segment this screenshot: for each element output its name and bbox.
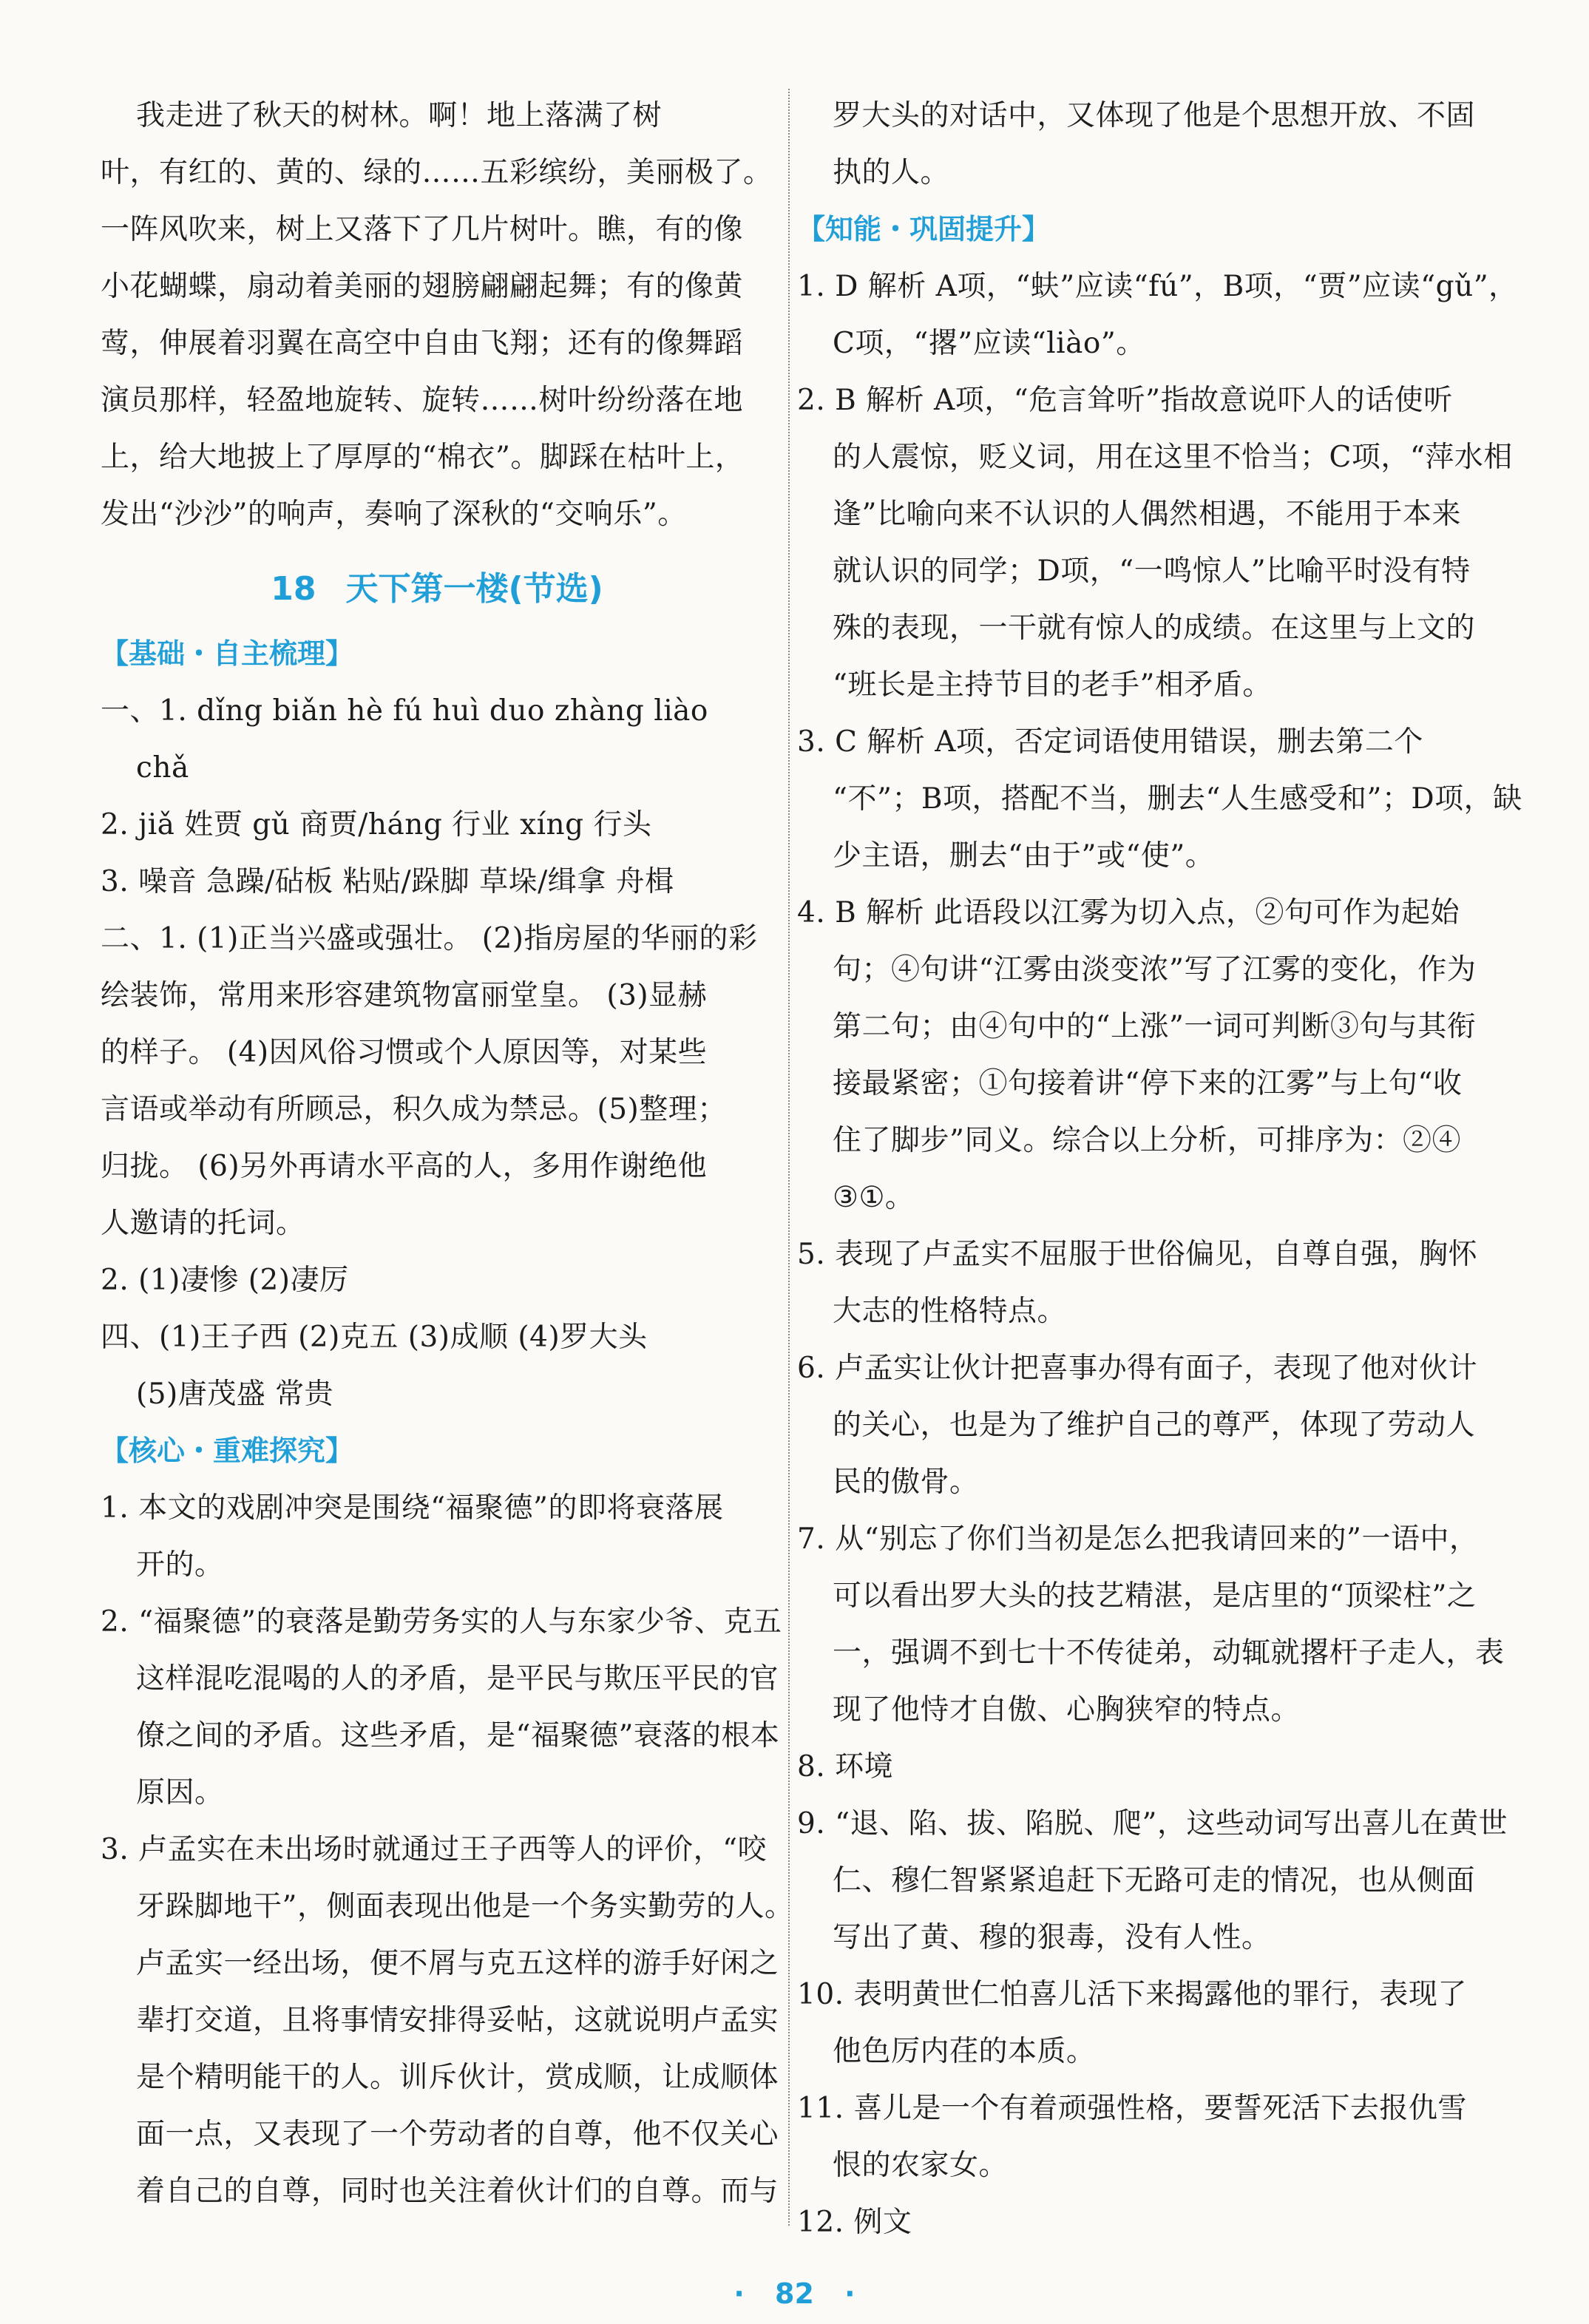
section-basics-body xyxy=(101,682,773,1423)
answer-line: 一，强调不到七十不传徒弟，动辄就撂杆子走人，表 xyxy=(833,1636,1505,1670)
answer-line: 8. 环境 xyxy=(797,1750,894,1783)
answer-line: 2. “福聚德”的衰落是勤劳务实的人与东家少爷、克五 xyxy=(101,1605,782,1639)
answer-line: 2. (1)凄惨 (2)凄厉 xyxy=(101,1264,349,1297)
answer-line: 民的傲骨。 xyxy=(833,1466,979,1499)
answer-line: 四、(1)王子西 (2)克五 (3)成顺 (4)罗大头 xyxy=(101,1321,648,1354)
answer-line: 是个精明能干的人。训斥伙计，赏成顺，让成顺体 xyxy=(136,2061,779,2094)
answer-line: 的样子。 (4)因风俗习惯或个人原因等，对某些 xyxy=(101,1036,708,1069)
answer-line: 11. 喜儿是一个有着顽强性格，要誓死活下去报仇雪 xyxy=(797,2092,1467,2125)
passage-line: 我走进了秋天的树林。啊！地上落满了树 xyxy=(136,99,663,132)
answer-line: 恨的农家女。 xyxy=(833,2149,1009,2182)
answer-line: 面一点，又表现了一个劳动者的自尊，他不仅关心 xyxy=(136,2118,779,2151)
answer-line: chǎ xyxy=(136,751,189,785)
passage-line: 演员那样，轻盈地旋转、旋转……树叶纷纷落在地 xyxy=(101,384,744,417)
answer-line: 言语或举动有所顾忌，积久成为禁忌。(5)整理； xyxy=(101,1093,727,1126)
answer-line: 3. C 解析 A项，否定词语使用错误，删去第二个 xyxy=(797,725,1423,759)
answer-line: 可以看出罗大头的技艺精湛，是店里的“顶梁柱”之 xyxy=(833,1579,1477,1613)
answer-line: 卢孟实一经出场，便不屑与克五这样的游手好闲之 xyxy=(136,1947,779,1980)
answer-line: 原因。 xyxy=(136,1776,224,1809)
answer-line: 罗大头的对话中，又体现了他是个思想开放、不固 xyxy=(833,99,1476,132)
answer-line: 句；④句讲“江雾由淡变浓”写了江雾的变化，作为 xyxy=(833,953,1477,986)
answer-line: 的人震惊，贬义词，用在这里不恰当；C项，“萍水相 xyxy=(833,441,1513,474)
answer-line: (5)唐茂盛 常贵 xyxy=(136,1378,334,1411)
answer-line: 12. 例文 xyxy=(797,2206,912,2239)
section-core-body xyxy=(101,1480,794,2220)
right-column xyxy=(797,87,1522,2251)
answer-line: 着自己的自尊，同时也关注着伙计们的自尊。而与 xyxy=(136,2175,779,2208)
page-number-value: 82 xyxy=(775,2277,814,2310)
answer-line: 开的。 xyxy=(136,1548,224,1582)
passage-line: 小花蝴蝶，扇动着美丽的翅膀翩翩起舞；有的像黄 xyxy=(101,270,744,303)
answer-line: 二、1. (1)正当兴盛或强壮。 (2)指房屋的华丽的彩 xyxy=(101,922,758,955)
answer-line: “班长是主持节目的老手”相矛盾。 xyxy=(833,668,1272,702)
answer-line: 人邀请的托词。 xyxy=(101,1207,305,1240)
passage-line: 叶，有红的、黄的、绿的……五彩缤纷，美丽极了。 xyxy=(101,156,773,189)
answer-line: 绘装饰，常用来形容建筑物富丽堂皇。 (3)显赫 xyxy=(101,979,708,1012)
section-practice-body xyxy=(797,258,1522,2251)
lesson-title-text: 天下第一楼(节选) xyxy=(345,570,603,608)
lesson-title xyxy=(101,556,773,623)
answer-line: “不”；B项，搭配不当，删去“人生感受和”；D项，缺 xyxy=(833,782,1522,816)
answer-line: 辈打交道，且将事情安排得妥帖，这就说明卢孟实 xyxy=(136,2004,779,2037)
answer-line: 住了脚步”同义。综合以上分析，可排序为：②④ xyxy=(833,1124,1461,1157)
answer-line: 第二句；由④句中的“上涨”一词可判断③句与其衔 xyxy=(833,1010,1477,1043)
lesson-number: 18 xyxy=(271,570,316,608)
passage-line: 莺，伸展着羽翼在高空中自由飞翔；还有的像舞蹈 xyxy=(101,327,744,360)
section-heading-core: 【核心・重难探究】 xyxy=(101,1434,354,1467)
answer-line: 僚之间的矛盾。这些矛盾，是“福聚德”衰落的根本 xyxy=(136,1719,780,1752)
answer-line: 这样混吃混喝的人的矛盾，是平民与欺压平民的官 xyxy=(136,1662,779,1695)
passage-line: 发出“沙沙”的响声，奏响了深秋的“交响乐”。 xyxy=(101,498,687,531)
answer-line: 3. 卢孟实在未出场时就通过王子西等人的评价，“咬 xyxy=(101,1833,768,1866)
answer-line: 2. B 解析 A项，“危言耸听”指故意说吓人的话使听 xyxy=(797,384,1453,417)
answer-line: 现了他恃才自傲、心胸狭窄的特点。 xyxy=(833,1693,1301,1727)
answer-line: 的关心，也是为了维护自己的尊严，体现了劳动人 xyxy=(833,1409,1476,1442)
answer-line: 6. 卢孟实让伙计把喜事办得有面子，表现了他对伙计 xyxy=(797,1352,1478,1385)
answer-line: 9. “退、陷、拔、陷脱、爬”，这些动词写出喜儿在黄世 xyxy=(797,1807,1508,1840)
answer-line: 接最紧密；①句接着讲“停下来的江雾”与上句“收 xyxy=(833,1067,1463,1100)
answer-line: ③①。 xyxy=(833,1181,915,1214)
answer-line: 殊的表现，一干就有惊人的成绩。在这里与上文的 xyxy=(833,612,1476,645)
answer-line: 少主语，删去“由于”或“使”。 xyxy=(833,839,1215,873)
answer-line: 大志的性格特点。 xyxy=(833,1295,1067,1328)
answer-line: 5. 表现了卢孟实不屈服于世俗偏见，自尊自强，胸怀 xyxy=(797,1238,1478,1271)
answer-line: 4. B 解析 此语段以江雾为切入点，②句可作为起始 xyxy=(797,896,1460,929)
answer-line: 7. 从“别忘了你们当初是怎么把我请回来的”一语中， xyxy=(797,1522,1479,1556)
answer-line: 1. D 解析 A项，“蚨”应读“fú”，B项，“贾”应读“gǔ”， xyxy=(797,270,1518,303)
answer-line: 10. 表明黄世仁怕喜儿活下来揭露他的罪行，表现了 xyxy=(797,1978,1467,2011)
answer-line: 归拢。 (6)另外再请水平高的人，多用作谢绝他 xyxy=(101,1150,708,1183)
answer-line: 执的人。 xyxy=(833,156,950,189)
answer-line: 2. jiǎ 姓贾 gǔ 商贾/háng 行业 xíng 行头 xyxy=(101,808,652,841)
page-number-dot: · xyxy=(733,2277,745,2310)
answer-line: 仁、穆仁智紧紧追赶下无路可走的情况，也从侧面 xyxy=(833,1864,1476,1897)
answer-line: 写出了黄、穆的狠毒，没有人性。 xyxy=(833,1921,1271,1954)
page-number xyxy=(0,2277,1589,2310)
answer-line: 1. 本文的戏剧冲突是围绕“福聚德”的即将衰落展 xyxy=(101,1491,724,1525)
answer-line: 牙跺脚地干”，侧面表现出他是一个务实勤劳的人。 xyxy=(136,1890,794,1923)
page-number-dot: · xyxy=(844,2277,856,2310)
essay-passage xyxy=(101,87,773,543)
answer-line: C项，“撂”应读“liào”。 xyxy=(833,327,1145,360)
continued-answer xyxy=(797,87,1485,201)
left-column xyxy=(101,87,794,2220)
passage-line: 上，给大地披上了厚厚的“棉衣”。脚踩在枯叶上， xyxy=(101,441,745,474)
answer-line: 他色厉内荏的本质。 xyxy=(833,2035,1096,2068)
answer-line: 3. 噪音 急躁/砧板 粘贴/跺脚 草垛/缉拿 舟楫 xyxy=(101,865,674,898)
answer-line: 逢”比喻向来不认识的人偶然相遇，不能用于本来 xyxy=(833,498,1461,531)
answer-line: 一、1. dǐng biǎn hè fú huì duo zhàng liào xyxy=(101,694,708,728)
section-heading-basics: 【基础・自主梳理】 xyxy=(101,637,354,670)
answer-line: 就认识的同学；D项，“一鸣惊人”比喻平时没有特 xyxy=(833,555,1471,588)
passage-line: 一阵风吹来，树上又落下了几片树叶。瞧，有的像 xyxy=(101,213,744,246)
section-heading-practice: 【知能・巩固提升】 xyxy=(797,213,1051,245)
